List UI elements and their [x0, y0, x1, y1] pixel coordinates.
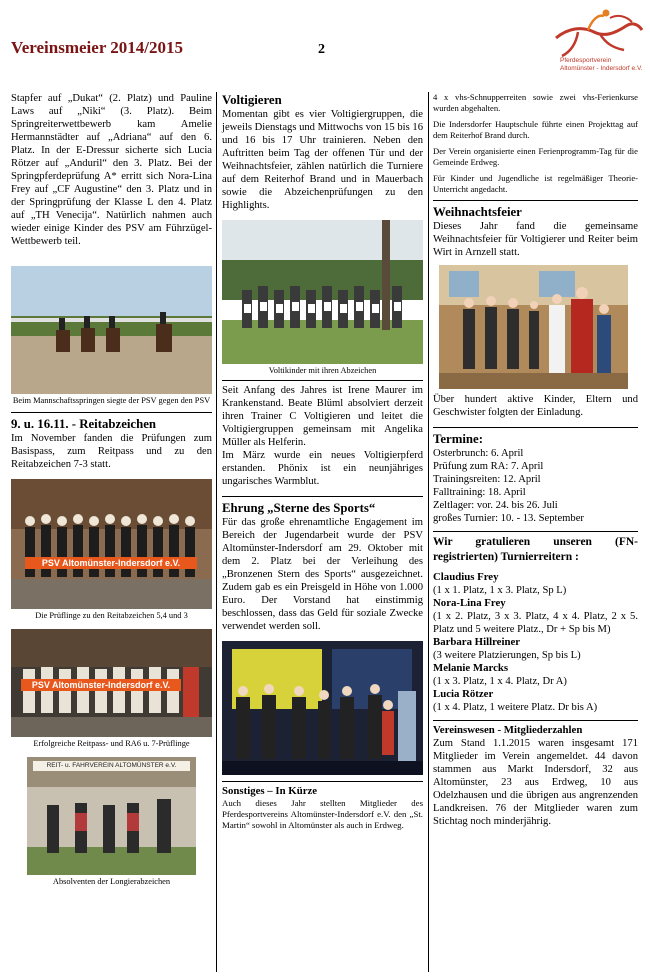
section-heading-mitglieder: Vereinswesen - Mitgliederzahlen [433, 724, 583, 736]
photo-caption: Absolventen der Longierabzeichen [52, 877, 171, 886]
termin-item: großes Turnier: 10. - 13. September [433, 513, 584, 524]
rider-detail: (1 x 4. Platz, 1 weitere Platz. Dr bis A) [433, 702, 598, 713]
photo-longierabzeichen [27, 757, 196, 875]
page-number: 2 [318, 42, 325, 57]
club-banner: PSV Altomünster-Indersdorf e.V. [25, 557, 197, 569]
note-theorie: Für Kinder und Jugendliche ist regelmäßiger Theorie-Unterricht angedacht. [433, 173, 638, 194]
termine-list [433, 447, 638, 525]
photo-voltikinder [222, 220, 423, 364]
weihnacht-text: Dieses Jahr fand die gemeinsame Weihnachtsfeier für Voltigierer und Reiter beim Wirt in Arnzell statt. [433, 221, 638, 258]
page-title: Vereinsmeier 2014/2015 [11, 38, 184, 57]
sonstiges-text: Auch dieses Jahr stellten Mitglieder des Pferdesportvereins Altomünster-Indersdorf e.V. den „St. Martin“ sowohl in Altomünster als auch in Erdweg. [222, 798, 423, 830]
photo-team-jumping [11, 266, 212, 394]
club-banner: PSV Altomünster-Indersdorf e.V. [21, 679, 181, 691]
riders-list [433, 571, 638, 714]
column-divider [216, 92, 217, 972]
section-heading-ehrung: Ehrung „Sterne des Sports“ [222, 501, 376, 515]
section-heading-gratulation: Wir gratulieren unseren (FN-registrierten) Turnierreitern : [433, 536, 638, 563]
photo-reitabzeichen-group [11, 479, 212, 609]
club-logo-text: Pferdesportverein Altomünster - Indersdorf e.V. [560, 57, 643, 72]
note-vhs: 4 x vhs-Schnupperreiten sowie zwei vhs-Ferienkurse wurden abgehalten. [433, 92, 638, 113]
section-heading-sonstiges: Sonstiges – In Kürze [222, 785, 318, 797]
termin-item: Prüfung zum RA: 7. April [433, 461, 544, 472]
photo-caption: Erfolgreiche Reitpass- und RA6 u. 7-Prüflinge [33, 739, 190, 748]
rider-name: Claudius Frey [433, 571, 499, 583]
rider-name: Nora-Lina Frey [433, 597, 506, 609]
rider-name: Barbara Hillreiner [433, 636, 521, 648]
photo-sterne-des-sports [222, 641, 423, 775]
column-2 [222, 92, 423, 836]
section-heading-voltigieren: Voltigieren [222, 93, 282, 107]
photo-weihnachtsfeier [439, 265, 628, 389]
termin-item: Zeltlager: vor. 24. bis 26. Juli [433, 500, 558, 511]
rider-detail: (1 x 3. Platz, 1 x 4. Platz, Dr A) [433, 676, 567, 687]
termin-item: Trainingsreiten: 12. April [433, 474, 541, 485]
photo-caption: Voltikinder mit ihren Abzeichen [268, 366, 377, 375]
stable-sign: REIT- u. FAHRVEREIN ALTOMÜNSTER e.V. [33, 761, 190, 771]
weihnacht-text-2: Über hundert aktive Kinder, Eltern und Geschwister folgten der Einladung. [433, 394, 638, 418]
column-3 [433, 92, 638, 828]
termin-item: Osterbrunch: 6. April [433, 448, 524, 459]
section-heading-weihnachtsfeier: Weihnachtsfeier [433, 205, 522, 219]
photo-caption: Beim Mannschaftsspringen siegte der PSV gegen den PSV [12, 396, 211, 405]
mitglieder-text: Zum Stand 1.1.2015 waren insgesamt 171 Mitglieder im Verein angemeldet. 44 davon stammen aus Markt Indersdorf, 32 aus Altomünster, 23 aus Erdweg, 10 aus Odelzhausen und die übrigen aus angrenzenden Landkreisen. 76 der Mitglieder waren zum Stichtag noch minderjährig. [433, 738, 638, 827]
column-divider [428, 92, 429, 972]
section-heading-termine: Termine: [433, 432, 483, 446]
ehrung-text: Für das große ehrenamtliche Engagement im Bereich der Jugendarbeit wurde der PSV Altomünster-Indersdorf am 29. Oktober mit dem 2. Platz bei der Verleihung des „Bronzenen Stern des Sports“ ausgezeichnet. Zudem gab es ein Preisgeld in Höhe von 1.000 Euro. Der Vorstand hat einstimmig beschlossen, dass das Geld für soziale Zwecke verwendet werden soll. [222, 517, 423, 632]
rider-detail: (1 x 2. Platz, 3 x 3. Platz, 4 x 4. Platz, 2 x 5. Platz und 5 weitere Platz., Dr + Sp bis M) [433, 611, 638, 635]
intro-text: Stapfer auf „Dukat“ (2. Platz) und Pauline Laws auf „Niki“ (3. Platz). Beim Springreiterwettbewerb kam Amelie Hermannstädter auf „Adriana“ auf den 6. Platz. In der E-Dressur sicherte sich Lucia Rötzer auf „Anduril“ den 3. Platz. Bei der Springpferdeprüfung A* erritt sich Nora-Lina Frey auf „CF Augustine“ den 3. Platz und in der Springprüfung der Klasse L den 4. Platz auf „TH Venecija“. Natürlich nahmen auch wieder einige Kinder des PSV am Führzügel-Wettbewerb teil. [11, 93, 212, 247]
note-ferienprogramm: Der Verein organisierte einen Ferienprogramm-Tag für die Gemeinde Erdweg. [433, 146, 638, 167]
rider-name: Lucia Rötzer [433, 688, 494, 700]
section-heading-reitabzeichen: 9. u. 16.11. - Reitabzeichen [11, 417, 157, 431]
pferd-text: Im März wurde ein neues Voltigierpferd erstanden. Phönix ist ein neunjähriges ungarisches Warmblut. [222, 450, 423, 487]
rider-detail: (3 weitere Platzierungen, Sp bis L) [433, 650, 581, 661]
voltigieren-text: Momentan gibt es vier Voltigiergruppen, die jeweils Dienstags und Mittwochs von 15 bis 16 und 16 bis 17 Uhr trainieren. Neben den Auftritten beim Tag der offenen Tür und der Weihnachtsfeier, zählen natürlich die Turniere auf dem Reiterhof Brand und in Mauerbach sowie die Abzeichenprüfungen zu den Highlights. [222, 109, 423, 211]
termin-item: Falltraining: 18. April [433, 487, 526, 498]
section-text: Im November fanden die Prüfungen zum Basispass, zum Reitpass und zu den Reitabzeichen 7-3 statt. [11, 433, 212, 470]
trainer-text: Seit Anfang des Jahres ist Irene Maurer im Krankenstand. Beate Blüml absolviert derzeit ihren Trainer C Voltigieren und leitet die Voltigiergruppen gemeinsam mit Angelika Müller als Helferin. [222, 385, 423, 448]
photo-caption: Die Prüflinge zu den Reitabzeichen 5,4 und 3 [35, 611, 188, 620]
rider-name: Melanie Marcks [433, 662, 509, 674]
column-1 [11, 92, 212, 891]
rider-detail: (1 x 1. Platz, 1 x 3. Platz, Sp L) [433, 585, 567, 596]
note-hauptschule: Die Indersdorfer Hauptschule führte einen Projekttag auf dem Reiterhof Brand durch. [433, 119, 638, 140]
photo-reitpass-group [11, 629, 212, 737]
